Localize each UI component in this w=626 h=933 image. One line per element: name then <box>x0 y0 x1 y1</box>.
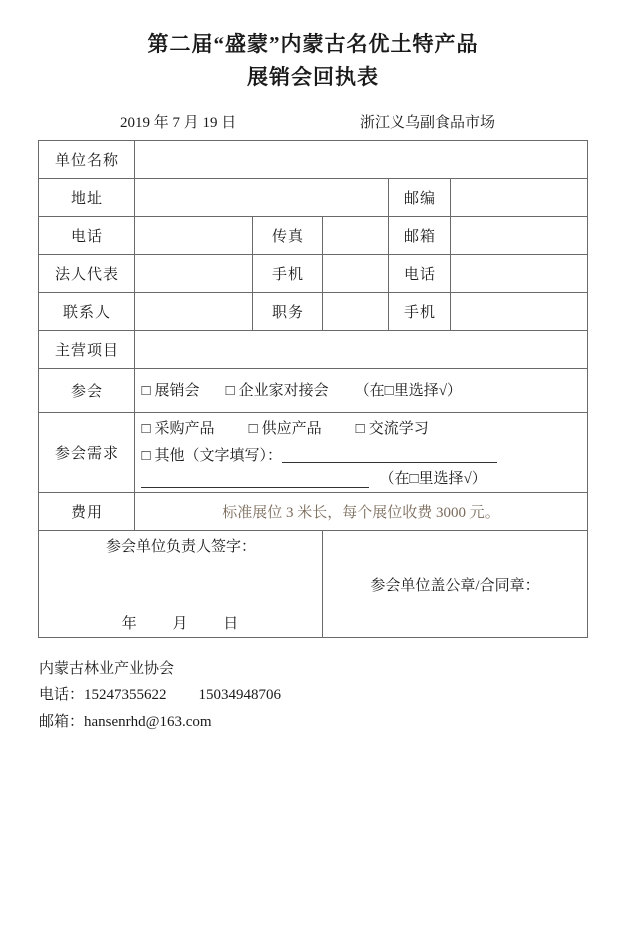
footer-block <box>39 656 587 735</box>
label-fax: 传真 <box>253 217 323 255</box>
field-legal-rep[interactable] <box>135 255 253 293</box>
attend-option-matchmaking[interactable] <box>226 376 329 406</box>
checkbox-icon[interactable]: □ <box>141 421 151 438</box>
checkbox-icon[interactable]: □ <box>225 382 235 399</box>
label-fee: 费用 <box>39 493 135 531</box>
label-attend: 参会 <box>39 369 135 413</box>
footer-email-row <box>39 709 587 735</box>
need-option-supply-label: 供应产品 <box>261 421 322 438</box>
checkbox-icon[interactable]: □ <box>355 421 365 438</box>
table-row-main-items <box>39 331 587 369</box>
field-legal-mobile[interactable] <box>323 255 389 293</box>
page-title-line-2: 展销会回执表 <box>247 64 379 89</box>
event-place: 浙江义乌副食品市场 <box>360 115 496 132</box>
title-block <box>0 0 626 93</box>
cell-needs-options <box>135 413 587 493</box>
need-option-other-label: 其他（文字填写）： <box>154 448 283 465</box>
footer-email-label: 邮箱： <box>39 713 85 730</box>
signature-right-label: 参会单位盖公章/合同章： <box>370 577 540 594</box>
label-email: 邮箱 <box>389 217 451 255</box>
label-contact: 联系人 <box>39 293 135 331</box>
event-date: 2019 年 7 月 19 日 <box>120 115 237 132</box>
label-legal-phone: 电话 <box>389 255 451 293</box>
label-legal-mobile: 手机 <box>253 255 323 293</box>
page-title-line-1: 第二届“盛蒙”内蒙古名优土特产品 <box>147 32 479 56</box>
signature-day: 日 <box>223 616 241 633</box>
attend-note: （在□里选择√） <box>354 382 462 399</box>
attend-option-exhibition[interactable] <box>141 376 199 406</box>
needs-note: （在□里选择√） <box>379 471 487 488</box>
attend-option-matchmaking-label: 企业家对接会 <box>238 382 329 399</box>
footer-phone-1: 15247355622 <box>84 687 167 704</box>
table-row-address <box>39 179 587 217</box>
signature-year: 年 <box>121 616 139 633</box>
field-legal-phone[interactable] <box>451 255 587 293</box>
label-main-items: 主营项目 <box>39 331 135 369</box>
field-needs-other-2[interactable] <box>141 472 369 488</box>
label-postcode: 邮编 <box>389 179 451 217</box>
footer-email: hansenrhd@163.com <box>84 713 212 730</box>
attend-option-exhibition-label: 展销会 <box>154 382 200 399</box>
cell-attend-options <box>135 369 587 413</box>
field-main-items[interactable] <box>135 331 587 369</box>
field-fax[interactable] <box>323 217 389 255</box>
label-address: 地址 <box>39 179 135 217</box>
table-row-contact <box>39 293 587 331</box>
need-option-purchase-label: 采购产品 <box>154 421 215 438</box>
field-postcode[interactable] <box>451 179 587 217</box>
label-contact-mobile: 手机 <box>389 293 451 331</box>
table-row-signature <box>39 531 587 638</box>
need-option-exchange-label: 交流学习 <box>368 421 429 438</box>
field-contact-mobile[interactable] <box>451 293 587 331</box>
receipt-form-table <box>38 140 587 638</box>
footer-phone-2: 15034948706 <box>198 687 282 704</box>
need-option-exchange[interactable] <box>356 417 429 438</box>
footer-phone-label: 电话： <box>39 687 85 704</box>
table-row-phone <box>39 217 587 255</box>
label-needs: 参会需求 <box>39 413 135 493</box>
field-contact[interactable] <box>135 293 253 331</box>
field-email[interactable] <box>451 217 587 255</box>
label-legal-rep: 法人代表 <box>39 255 135 293</box>
footer-phones <box>39 682 587 708</box>
signature-date-line <box>45 612 316 633</box>
signature-right-cell[interactable] <box>323 531 587 638</box>
checkbox-icon[interactable]: □ <box>248 421 258 438</box>
fee-text: 标准展位 3 米长，每个展位收费 3000 元。 <box>135 493 587 531</box>
label-position: 职务 <box>253 293 323 331</box>
field-needs-other-1[interactable] <box>282 447 497 463</box>
field-unit-name[interactable] <box>135 141 587 179</box>
label-phone: 电话 <box>39 217 135 255</box>
table-row-attend <box>39 369 587 413</box>
checkbox-icon[interactable]: □ <box>141 448 151 465</box>
label-unit-name: 单位名称 <box>39 141 135 179</box>
signature-left-cell[interactable] <box>39 531 323 638</box>
signature-month: 月 <box>172 616 190 633</box>
table-row-needs <box>39 413 587 493</box>
meta-row <box>0 111 626 132</box>
field-phone[interactable] <box>135 217 253 255</box>
signature-left-label: 参会单位负责人签字： <box>105 539 256 556</box>
need-option-purchase[interactable] <box>141 417 214 438</box>
table-row-fee <box>39 493 587 531</box>
table-row-legal-rep <box>39 255 587 293</box>
need-option-supply[interactable] <box>249 417 322 438</box>
table-row-unit-name <box>39 141 587 179</box>
field-position[interactable] <box>323 293 389 331</box>
field-address[interactable] <box>135 179 389 217</box>
footer-org: 内蒙古林业产业协会 <box>39 661 175 678</box>
checkbox-icon[interactable]: □ <box>141 382 151 399</box>
